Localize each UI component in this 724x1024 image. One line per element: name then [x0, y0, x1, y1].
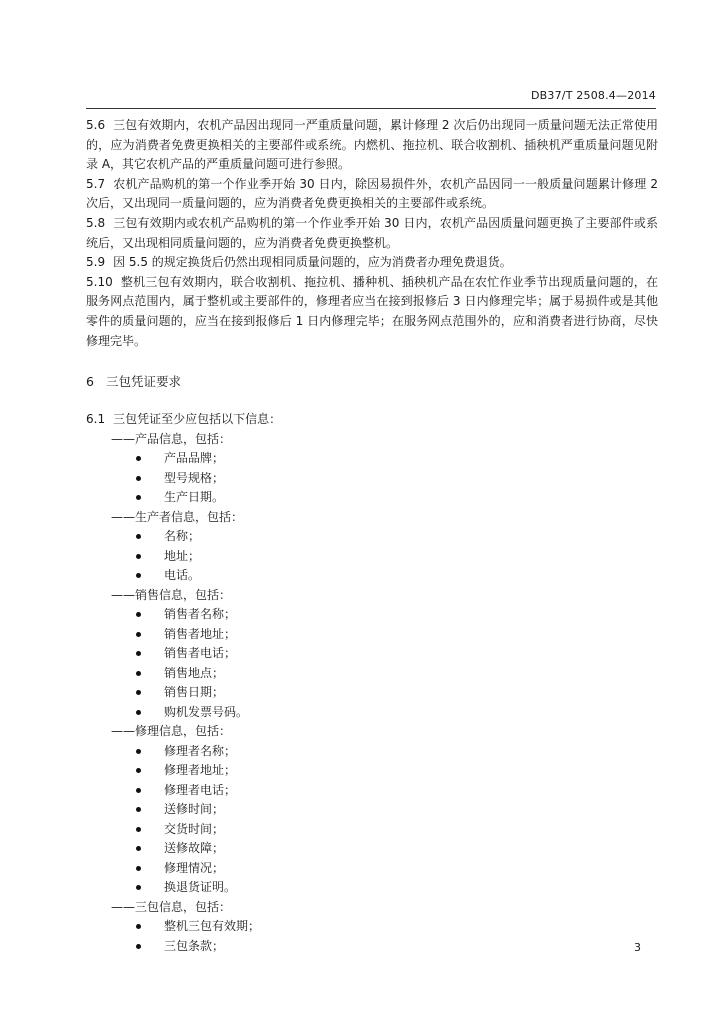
list-item-text: 修理情况；: [164, 860, 225, 875]
list-item: [86, 917, 658, 937]
bullet-icon: [136, 456, 141, 461]
bullet-icon: [136, 554, 141, 559]
clause-text: 三包有效期内，农机产品因出现同一严重质量问题，累计修理 2 次后仍出现同一质量问题无法正常使用的，应为消费者免费更换相关的主要部件或系统。内燃机、拖拉机、联合收割机、插秧机严重质量问题见附录 A，其它农机产品的严重质量问题可进行参照。: [86, 118, 658, 172]
list-item-text: 型号规格；: [164, 470, 225, 485]
clause-number: 5.8: [86, 215, 106, 230]
list-item-text: 交货时间；: [164, 821, 225, 836]
subclause-text: 三包凭证至少应包括以下信息：: [113, 412, 282, 427]
list-item: [86, 820, 658, 840]
bullet-icon: [136, 671, 141, 676]
list-item-text: 名称；: [164, 529, 201, 544]
list-item-text: 送修故障；: [164, 841, 225, 856]
bullet-icon: [136, 495, 141, 500]
list-item: [86, 566, 658, 586]
list-item: [86, 605, 658, 625]
info-item-list: [86, 449, 658, 508]
bullet-icon: [136, 612, 141, 617]
list-item: [86, 547, 658, 567]
list-item-text: 修理者地址；: [164, 763, 237, 778]
bullet-icon: [136, 885, 141, 890]
clause-text: 因 5.5 的规定换货后仍然出现相同质量问题的，应为消费者办理免费退货。: [113, 255, 512, 270]
list-item-text: 销售者电话；: [164, 646, 237, 661]
clause-number: 5.7: [86, 176, 106, 191]
clause-number: 5.6: [86, 118, 106, 132]
page-number: 3: [634, 941, 641, 954]
bullet-icon: [136, 788, 141, 793]
list-item: [86, 781, 658, 801]
bullet-icon: [136, 924, 141, 929]
info-group-title: ——修理信息，包括：: [111, 724, 232, 739]
info-item-list: [86, 527, 658, 586]
clause-text: 农机产品购机的第一个作业季开始 30 日内，除因易损件外，农机产品因同一一般质量问题累计修理 2 次后，又出现同一质量问题的，应为消费者免费更换相关的主要部件或系统。: [86, 176, 658, 211]
subclause-intro: [86, 410, 658, 430]
bullet-icon: [136, 651, 141, 656]
info-group-title: ——产品信息，包括：: [111, 431, 232, 446]
list-item-text: 销售者名称；: [164, 607, 237, 622]
list-item-text: 送修时间；: [164, 802, 225, 817]
bullet-icon: [136, 710, 141, 715]
list-item: [86, 488, 658, 508]
list-item-text: 换退货证明。: [164, 880, 237, 895]
clause: [86, 253, 658, 273]
standard-code-header: DB37/T 2508.4—2014: [530, 89, 656, 102]
clause-list: [86, 116, 658, 351]
list-item: [86, 703, 658, 723]
info-group-title: ——销售信息，包括：: [111, 587, 232, 602]
bullet-icon: [136, 534, 141, 539]
clause: [86, 273, 658, 351]
list-item: [86, 859, 658, 879]
bullet-icon: [136, 846, 141, 851]
list-item: [86, 683, 658, 703]
list-item: [86, 625, 658, 645]
list-item-text: 销售者地址；: [164, 626, 237, 641]
list-item: [86, 878, 658, 898]
list-item: [86, 664, 658, 684]
bullet-icon: [136, 866, 141, 871]
list-item: [86, 527, 658, 547]
header-rule: [86, 108, 656, 109]
list-item-text: 产品品牌；: [164, 451, 225, 466]
list-item-text: 销售地点；: [164, 665, 225, 680]
bullet-icon: [136, 749, 141, 754]
list-item-text: 三包条款；: [164, 938, 225, 953]
bullet-icon: [136, 632, 141, 637]
bullet-icon: [136, 807, 141, 812]
list-item-text: 购机发票号码。: [164, 704, 249, 719]
list-item: [86, 800, 658, 820]
bullet-icon: [136, 476, 141, 481]
list-item: [86, 469, 658, 489]
list-item-text: 地址；: [164, 548, 201, 563]
clause: [86, 175, 658, 214]
info-group-title: ——生产者信息，包括：: [111, 509, 244, 524]
list-item: [86, 761, 658, 781]
clause: [86, 116, 658, 175]
info-item-list: [86, 605, 658, 722]
info-groups: [86, 430, 658, 957]
bullet-icon: [136, 573, 141, 578]
list-item: [86, 839, 658, 859]
document-body: [86, 116, 658, 956]
clause-number: 5.10: [86, 274, 113, 289]
list-item: [86, 644, 658, 664]
bullet-icon: [136, 690, 141, 695]
clause-text: 整机三包有效期内，联合收割机、拖拉机、播种机、插秧机产品在农忙作业季节出现质量问题的，在服务网点范围内，属于整机或主要部件的，修理者应当在接到报修后 3 日内修理完毕；属于易损件或是其他零件的质量问题的，应当在接到报修后 1 日内修理完毕；在服务网点范围外的，应和消费者进行协商，尽快修理完毕。: [86, 274, 658, 348]
section-title: 三包凭证要求: [105, 374, 181, 390]
clause-text: 三包有效期内或农机产品购机的第一个作业季开始 30 日内，农机产品因质量问题更换了主要部件或系统后，又出现相同质量问题的，应为消费者免费更换整机。: [86, 215, 658, 250]
section-number: 6: [86, 374, 94, 390]
section-heading: [86, 372, 658, 392]
list-item: [86, 742, 658, 762]
clause-number: 5.9: [86, 255, 106, 270]
bullet-icon: [136, 944, 141, 949]
clause: [86, 214, 658, 253]
list-item-text: 整机三包有效期；: [164, 919, 261, 934]
list-item-text: 修理者电话；: [164, 782, 237, 797]
list-item-text: 修理者名称；: [164, 743, 237, 758]
list-item-text: 电话。: [164, 568, 201, 583]
list-item: [86, 449, 658, 469]
info-group-title: ——三包信息，包括：: [111, 899, 232, 914]
info-item-list: [86, 742, 658, 898]
bullet-icon: [136, 827, 141, 832]
subclause-number: 6.1: [86, 412, 106, 427]
info-item-list: [86, 917, 658, 956]
list-item: [86, 937, 658, 957]
list-item-text: 生产日期。: [164, 490, 225, 505]
bullet-icon: [136, 768, 141, 773]
list-item-text: 销售日期；: [164, 685, 225, 700]
